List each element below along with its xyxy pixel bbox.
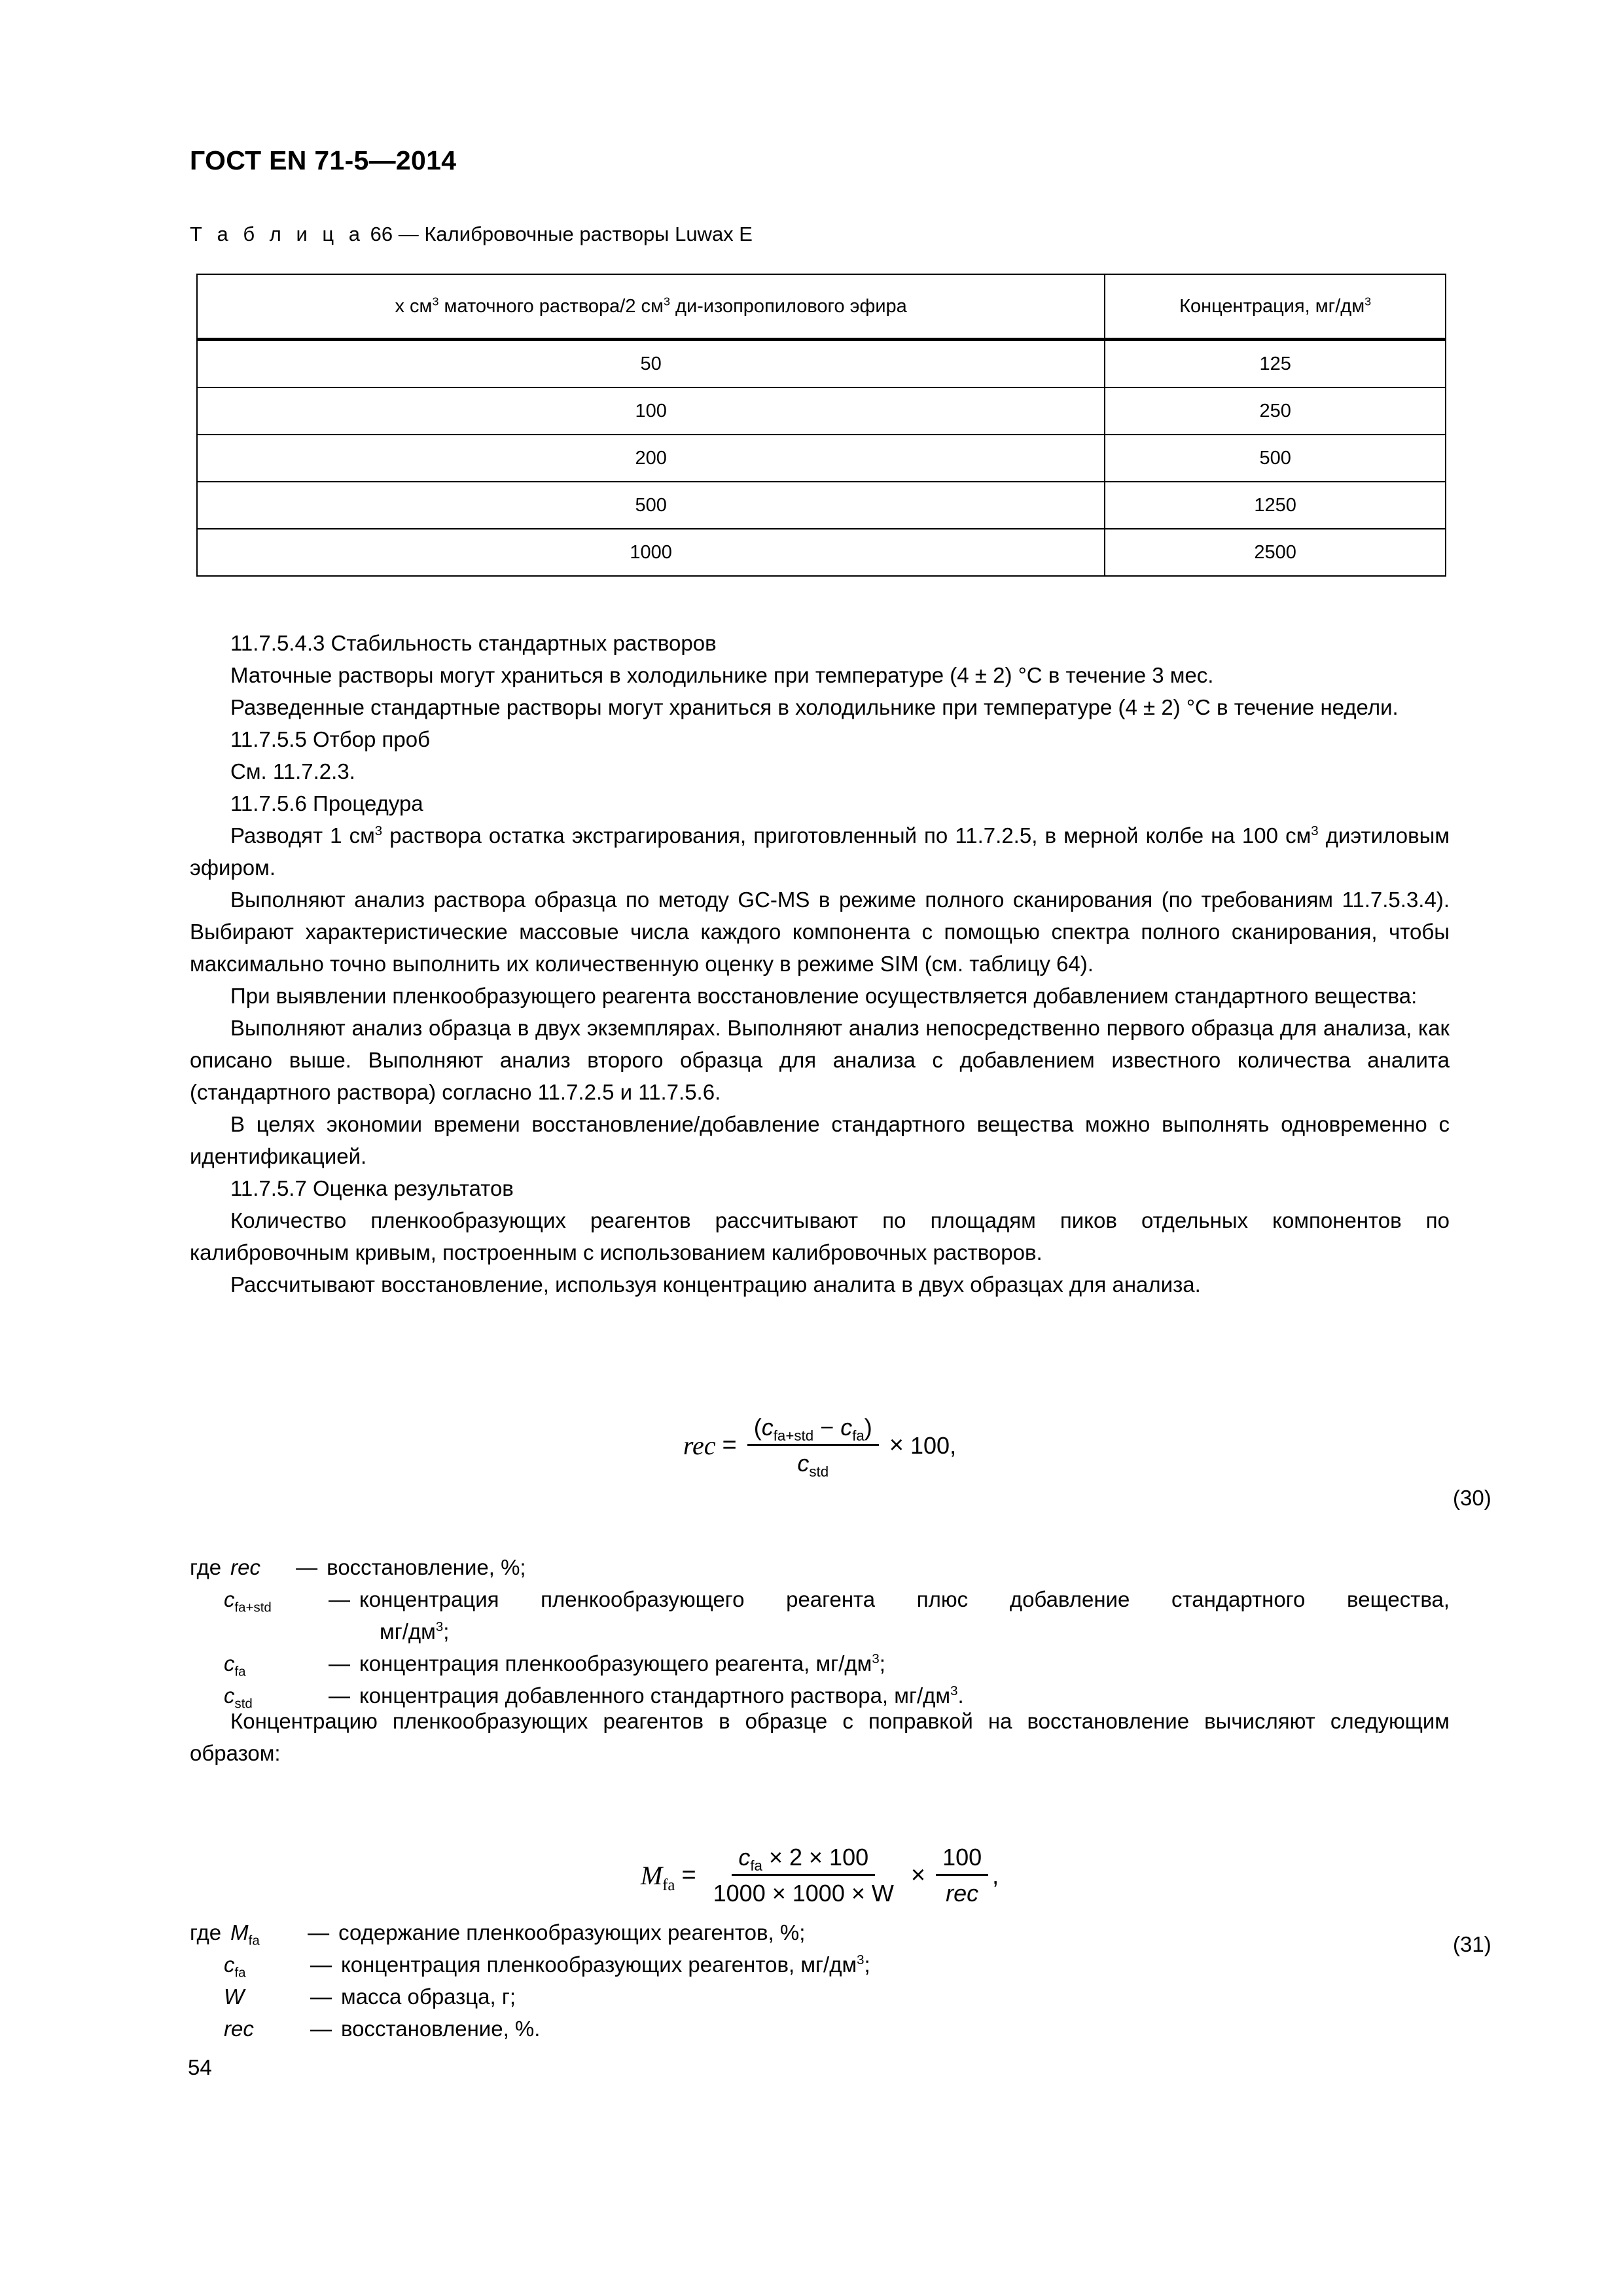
- desc-sup: 3: [872, 1651, 880, 1666]
- symbol-c-sub: fa+std: [234, 1600, 272, 1615]
- formula-31-denominator: 1000 × 1000 × W: [713, 1880, 894, 1907]
- definition-row-W: [190, 1981, 1450, 2013]
- header-conc-pre: Концентрация, мг/дм: [1179, 295, 1365, 317]
- formula-30-numerator: [747, 1414, 879, 1446]
- cell-concentration: 2500: [1105, 529, 1446, 576]
- symbol-c-sub: fa: [234, 1664, 246, 1679]
- definition-symbol-W: [190, 1981, 310, 2013]
- table-header-volume: [197, 274, 1105, 340]
- paragraph-recovery-calc: Рассчитывают восстановление, используя концентрацию аналита в двух образцах для анализа.: [230, 1272, 1201, 1297]
- section-heading-11-7-5-5: 11.7.5.5 Отбор проб: [230, 727, 431, 751]
- desc-pre: концентрация пленкообразующих реагентов, мг/дм: [341, 1952, 857, 1977]
- desc-post: ;: [864, 1952, 870, 1977]
- dilution-text-a: Разводят 1 см: [230, 823, 375, 848]
- c-fa-std-sub: fa+std: [773, 1427, 814, 1444]
- definition-desc-c-fa-std: концентрация пленкообразующего реагента плюс добавление стандартного вещества,: [359, 1587, 1450, 1611]
- formula-31-second-fraction: [936, 1844, 988, 1907]
- symbol-c-base: c: [224, 1683, 235, 1708]
- formula-30: [683, 1414, 957, 1480]
- paragraph-dilution-procedure: [190, 819, 1450, 884]
- symbol-W-base: W: [224, 1984, 245, 2009]
- body-block-stability: [190, 627, 1450, 1300]
- M-base: M: [640, 1861, 663, 1890]
- definition-dash: —: [310, 2017, 332, 2041]
- paragraph-corrected-concentration: Концентрацию пленкообразующих реагентов в образце с поправкой на восстановление вычисляют следующим образом:: [190, 1709, 1450, 1765]
- definition-desc-W: масса образца, г;: [341, 1984, 516, 2009]
- cell-volume: 100: [197, 387, 1105, 435]
- definition-desc-c-fa: [359, 1647, 885, 1679]
- section-heading-11-7-5-6: 11.7.5.6 Процедура: [230, 791, 423, 816]
- symbol-c-sub: std: [234, 1696, 253, 1712]
- paragraph-recovery-addition: При выявлении пленкообразующего реагента восстановление осуществляется добавлением стандартного вещества:: [230, 984, 1418, 1008]
- definition-desc-M-fa: содержание пленкообразующих реагентов, %;: [338, 1920, 806, 1945]
- cell-concentration: 125: [1105, 340, 1446, 388]
- header-conc-sup: 3: [1364, 294, 1372, 308]
- definition-dash: —: [329, 1651, 350, 1676]
- formula-31: [641, 1844, 999, 1907]
- paragraph-peak-area-calc: Количество пленкообразующих реагентов рассчитывают по площадям пиков отдельных компонентов по калибровочным кривым, построенным с использованием калибровочных растворов.: [190, 1208, 1450, 1265]
- cell-concentration: 500: [1105, 435, 1446, 482]
- definition-symbol-rec: [190, 2013, 310, 2045]
- table-caption-dash: —: [398, 223, 419, 245]
- definition-symbol-c-fa: [190, 1948, 310, 1981]
- page-number: 54: [188, 2055, 212, 2079]
- minus-sign: −: [820, 1414, 834, 1441]
- formula-30-row: [190, 1414, 1491, 1510]
- formula-30-times: ×: [889, 1431, 904, 1459]
- c-fa-sub: fa: [852, 1427, 865, 1444]
- paragraph-gcms-analysis: Выполняют анализ раствора образца по методу GC-MS в режиме полного сканирования (по требованиям 11.7.5.3.4). Выбирают характеристические массовые числа каждого компонента с помощью спектра полного сканирования, чтобы максимально точно выполнить их количественную оценку в режиме SIM (см. таблицу 64).: [190, 888, 1450, 976]
- definition-symbol-M-fa: [221, 1916, 308, 1948]
- formula-30-lhs: rec: [683, 1431, 716, 1460]
- formula-31-numerator: [732, 1844, 875, 1876]
- units-post: ;: [443, 1619, 450, 1643]
- definition-symbol-rec: [221, 1551, 296, 1583]
- table-row: [197, 482, 1446, 529]
- symbol-M-sub: fa: [248, 1933, 260, 1948]
- table-caption-label: Т а б л и ц а: [190, 223, 365, 245]
- definition-dash: —: [310, 1984, 332, 2009]
- definition-dash: —: [329, 1683, 350, 1708]
- c-fa-std-base: c: [761, 1414, 774, 1441]
- cell-volume: 50: [197, 340, 1105, 388]
- symbol-M-base: M: [230, 1920, 249, 1945]
- standard-header: ГОСТ EN 71-5—2014: [190, 145, 457, 175]
- table-caption: [190, 223, 753, 246]
- paragraph-time-saving: В целях экономии времени восстановление/добавление стандартного вещества можно выполнять одновременно с идентификацией.: [190, 1112, 1450, 1168]
- formula-31-frac2-num: 100: [936, 1844, 988, 1876]
- formula-31-definitions: [190, 1916, 1450, 2045]
- desc-pre: концентрация пленкообразующего реагента, мг/дм: [359, 1651, 872, 1676]
- c-std-sub: std: [809, 1463, 829, 1480]
- definition-dash: —: [329, 1587, 350, 1611]
- formula-31-comma: ,: [992, 1861, 999, 1889]
- definition-row-c-fa-std: [190, 1583, 1450, 1615]
- c-fa-sub: fa: [750, 1857, 762, 1874]
- formula-31-equals: =: [681, 1861, 696, 1889]
- definition-row-c-fa-31: [190, 1948, 1450, 1981]
- definition-dash: —: [310, 1952, 332, 1977]
- definition-symbol-c-fa: [190, 1647, 329, 1679]
- formula-30-fraction: [747, 1414, 879, 1480]
- definition-lead: где: [190, 1920, 222, 1945]
- formula-30-factor: 100,: [910, 1431, 957, 1459]
- c-std-base: c: [797, 1450, 810, 1477]
- table-row: [197, 435, 1446, 482]
- units-pre: мг/дм: [380, 1619, 436, 1643]
- cell-volume: 500: [197, 482, 1105, 529]
- formula-31-frac2-den: rec: [946, 1880, 979, 1907]
- dilution-text-b: раствора остатка экстрагирования, приготовленный по 11.7.2.5, в мерной колбе на 100 см: [382, 823, 1311, 848]
- section-heading-11-7-5-7: 11.7.5.7 Оценка результатов: [230, 1176, 514, 1200]
- header-volume-post: ди-изопропилового эфира: [669, 295, 907, 317]
- cell-volume: 1000: [197, 529, 1105, 576]
- M-sub: fa: [662, 1876, 675, 1894]
- units-sup: 3: [435, 1619, 444, 1634]
- dilution-sup-1: 3: [374, 823, 383, 838]
- formula-30-definitions: [190, 1551, 1450, 1712]
- desc-sup: 3: [857, 1952, 865, 1967]
- paragraph-stock-solution-storage: Маточные растворы могут храниться в холодильнике при температуре (4 ± 2) °C в течение 3 мес.: [230, 663, 1214, 687]
- table-header-row: [197, 274, 1446, 340]
- desc-post: .: [957, 1683, 964, 1708]
- desc-pre: концентрация добавленного стандартного раствора, мг/дм: [359, 1683, 951, 1708]
- definition-desc-rec: восстановление, %;: [327, 1555, 526, 1579]
- table-header-concentration: [1105, 274, 1446, 340]
- numerator-rest: × 2 × 100: [768, 1844, 869, 1871]
- paragraph-sampling-reference: См. 11.7.2.3.: [230, 759, 355, 783]
- table-caption-title: Калибровочные растворы Luwax E: [424, 223, 753, 245]
- c-fa-base: c: [840, 1414, 853, 1441]
- definition-desc-rec: восстановление, %.: [341, 2017, 541, 2041]
- definition-row-M-fa: [190, 1916, 1450, 1948]
- equation-number-31: (31): [1453, 1932, 1491, 1956]
- formula-30-denominator: [791, 1446, 835, 1480]
- table-caption-number: 66: [370, 223, 393, 245]
- formula-30-equals: =: [722, 1431, 737, 1459]
- symbol-c-sub: fa: [234, 1965, 246, 1981]
- symbol-c-base: c: [224, 1651, 235, 1676]
- c-fa-base: c: [738, 1844, 751, 1871]
- symbol-c-base: c: [224, 1952, 235, 1977]
- definition-continuation-units: [190, 1615, 1450, 1647]
- formula-31-lhs: [640, 1860, 675, 1894]
- definition-symbol-c-fa-std: [190, 1583, 329, 1615]
- definition-lead: где: [190, 1555, 222, 1579]
- paragraph-diluted-solution-storage: Разведенные стандартные растворы могут храниться в холодильнике при температуре (4 ± 2) °C в течение недели.: [230, 695, 1399, 719]
- desc-post: ;: [879, 1651, 885, 1676]
- header-volume-sup2: 3: [663, 294, 670, 308]
- formula-31-times: ×: [910, 1861, 926, 1889]
- table-row: [197, 387, 1446, 435]
- formula-31-main-fraction: [707, 1844, 901, 1907]
- cell-volume: 200: [197, 435, 1105, 482]
- cell-concentration: 250: [1105, 387, 1446, 435]
- dilution-sup-2: 3: [1311, 823, 1319, 838]
- dilution-text-c: диэтиловым эфиром.: [190, 823, 1450, 880]
- intro-formula-31: [190, 1705, 1450, 1769]
- symbol-rec-base: rec: [224, 2017, 254, 2041]
- definition-row-c-fa: [190, 1647, 1450, 1679]
- definition-dash: —: [308, 1920, 330, 1945]
- symbol-rec-text: rec: [230, 1555, 261, 1579]
- paragraph-duplicate-analysis: Выполняют анализ образца в двух экземплярах. Выполняют анализ непосредственно первого образца для анализа, как описано выше. Выполняют анализ второго образца для анализа с добавлением известного количества аналита (стандартного раствора) согласно 11.7.2.5 и 11.7.5.6.: [190, 1016, 1450, 1104]
- desc-sup: 3: [950, 1683, 958, 1698]
- equation-number-30: (30): [1453, 1486, 1491, 1510]
- definition-row-rec-31: [190, 2013, 1450, 2045]
- header-volume-mid: маточного раствора/2 см: [438, 295, 664, 317]
- header-volume-sup1: 3: [432, 294, 439, 308]
- calibration-solutions-table: [196, 274, 1446, 577]
- definition-row-rec: [190, 1551, 1450, 1583]
- table-row: [197, 340, 1446, 388]
- paren-close: ): [864, 1414, 872, 1441]
- symbol-c-base: c: [224, 1587, 235, 1611]
- paren-open: (: [753, 1414, 762, 1441]
- definition-dash: —: [296, 1555, 318, 1579]
- table-row: [197, 529, 1446, 576]
- cell-concentration: 1250: [1105, 482, 1446, 529]
- header-volume-pre: x см: [395, 295, 433, 317]
- section-heading-11-7-5-4-3: 11.7.5.4.3 Стабильность стандартных растворов: [230, 631, 717, 655]
- definition-desc-c-fa: [341, 1948, 870, 1981]
